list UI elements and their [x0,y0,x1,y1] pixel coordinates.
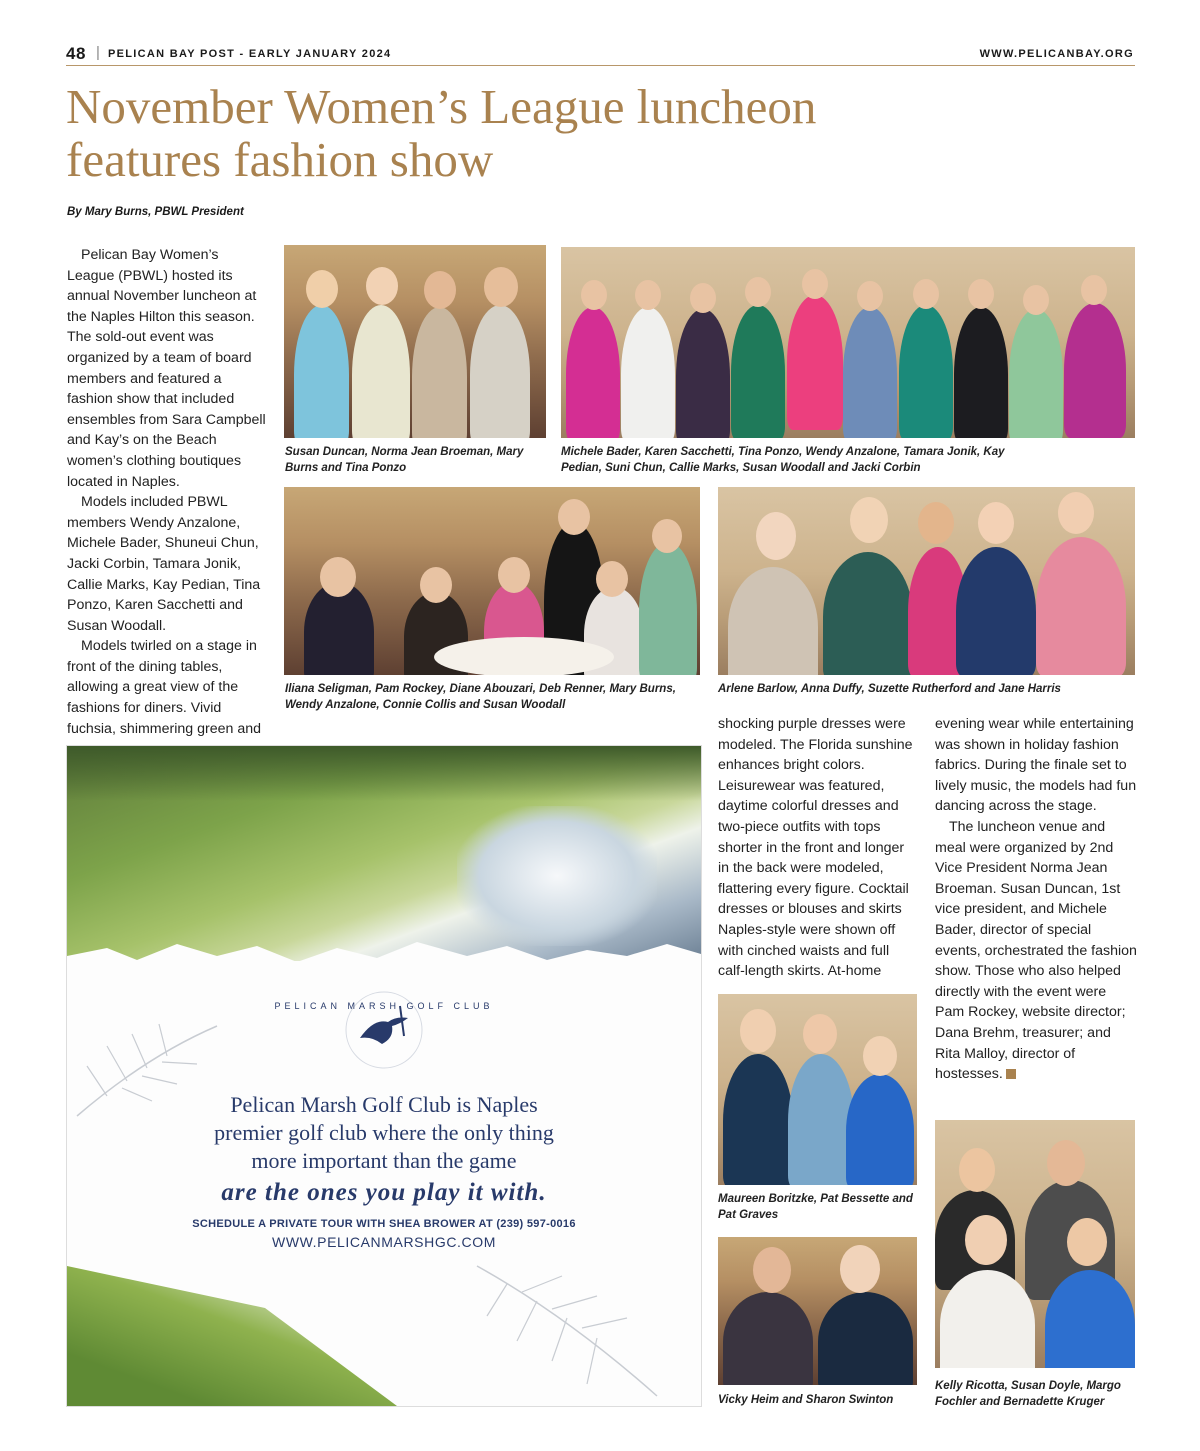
photo-group-models [561,247,1135,438]
golf-club-advertisement[interactable] [66,745,702,1407]
publication-info: PELICAN BAY POST - EARLY JANUARY 2024 [108,48,392,60]
article-column-2 [718,714,918,982]
pelican-logo-icon [330,976,438,1084]
ad-headline [67,1091,701,1175]
paragraph: shocking purple dresses were modeled. The Florida sunshine enhances bright colors. Leisurewear was featured, daytime colorful dresses and two-piece outfits with tops shorter in the front and longer in the back were modeled, flattering every figure. Cocktail dresses or blouses and skirts Naples-style were shown off with cinched waists and full calf-length skirts. At-home [718,716,913,980]
photo-two-women [718,1237,917,1385]
website-link[interactable]: WWW.PELICANBAY.ORG [979,48,1134,60]
paragraph: Models included PBWL members Wendy Anzalone, Michele Bader, Shuneui Chun, Jacki Corbin, Tamara Jonik, Callie Marks, Kay Pedian, Tina Ponzo, Karen Sacchetti and Susan Woodall. [67,494,261,634]
torn-paper-edge [67,926,701,976]
ad-line-1: Pelican Marsh Golf Club is Naples [230,1092,538,1117]
logo-wordmark: PELICAN MARSH GOLF CLUB [274,1001,494,1011]
ad-line-3: more important than the game [251,1148,517,1173]
caption-photo-2: Michele Bader, Karen Sacchetti, Tina Ponzo, Wendy Anzalone, Tamara Jonik, Kay Pedian, Suni Chun, Callie Marks, Susan Woodall and Jacki Corbin [561,446,1005,474]
photo-group-five-women [718,487,1135,675]
photo-group-four-women-2 [935,1120,1135,1368]
header-rule [66,65,1135,66]
caption-photo-5: Maureen Boritzke, Pat Bessette and Pat Graves [718,1193,913,1221]
caption-photo-3: Iliana Seligman, Pam Rockey, Diane Abouzari, Deb Renner, Mary Burns, Wendy Anzalone, Connie Collis and Susan Woodall [285,683,676,711]
photo-group-four-women [284,245,546,438]
paragraph [935,817,1137,1085]
caption-photo-7: Kelly Ricotta, Susan Doyle, Margo Fochler and Bernadette Kruger [935,1380,1121,1408]
ad-call-to-action: SCHEDULE A PRIVATE TOUR WITH SHEA BROWER AT (239) 597-0016 [192,1218,576,1230]
ad-fairway-image [67,1266,397,1406]
byline: By Mary Burns, PBWL President [67,206,244,218]
paragraph: Models twirled on a stage in front of the dining tables, allowing a great view of the fashions for diners. Vivid fuchsia, shimmering green and [67,638,261,737]
ad-tagline: are the ones you play it with. [221,1179,547,1206]
photo-banquet-table [284,487,700,675]
article-headline: November Women’s League luncheon features fashion show [66,79,817,187]
caption-photo-6: Vicky Heim and Sharon Swinton [718,1394,894,1406]
header-divider: | [96,44,100,61]
caption-photo-4: Arlene Barlow, Anna Duffy, Suzette Rutherford and Jane Harris [718,683,1061,695]
caption-photo-1: Susan Duncan, Norma Jean Broeman, Mary Burns and Tina Ponzo [285,446,524,474]
ad-line-2: premier golf club where the only thing [214,1120,554,1145]
palm-leaf-decoration-icon-2 [467,1256,667,1406]
article-column-1 [67,245,267,739]
photo-group-three-women [718,994,917,1185]
paragraph: Pelican Bay Women’s League (PBWL) hosted its annual November luncheon at the Naples Hilton this season. The sold-out event was organized by a team of board members and featured a fashion show that included ensembles from Sara Campbell and Kay’s on the Beach women’s clothing boutiques located in Naples. [67,247,266,490]
end-of-story-mark [1006,1069,1016,1079]
article-column-3 [935,714,1137,1085]
paragraph: evening wear while entertaining was shown in holiday fashion fabrics. During the finale set to lively music, the models had fun dancing across the stage. [935,716,1137,815]
paragraph-text: The luncheon venue and meal were organized by 2nd Vice President Norma Jean Broeman. Susan Duncan, 1st vice president, and Michele Bader, director of special events, orchestrated the fashion show. Those who also helped directly with the event were Pam Rockey, website director; Dana Brehm, treasurer; and Rita Malloy, director of hostesses. [935,818,1137,1083]
page-number: 48 [66,44,86,63]
ad-website-link[interactable]: WWW.PELICANMARSHGC.COM [272,1234,496,1250]
